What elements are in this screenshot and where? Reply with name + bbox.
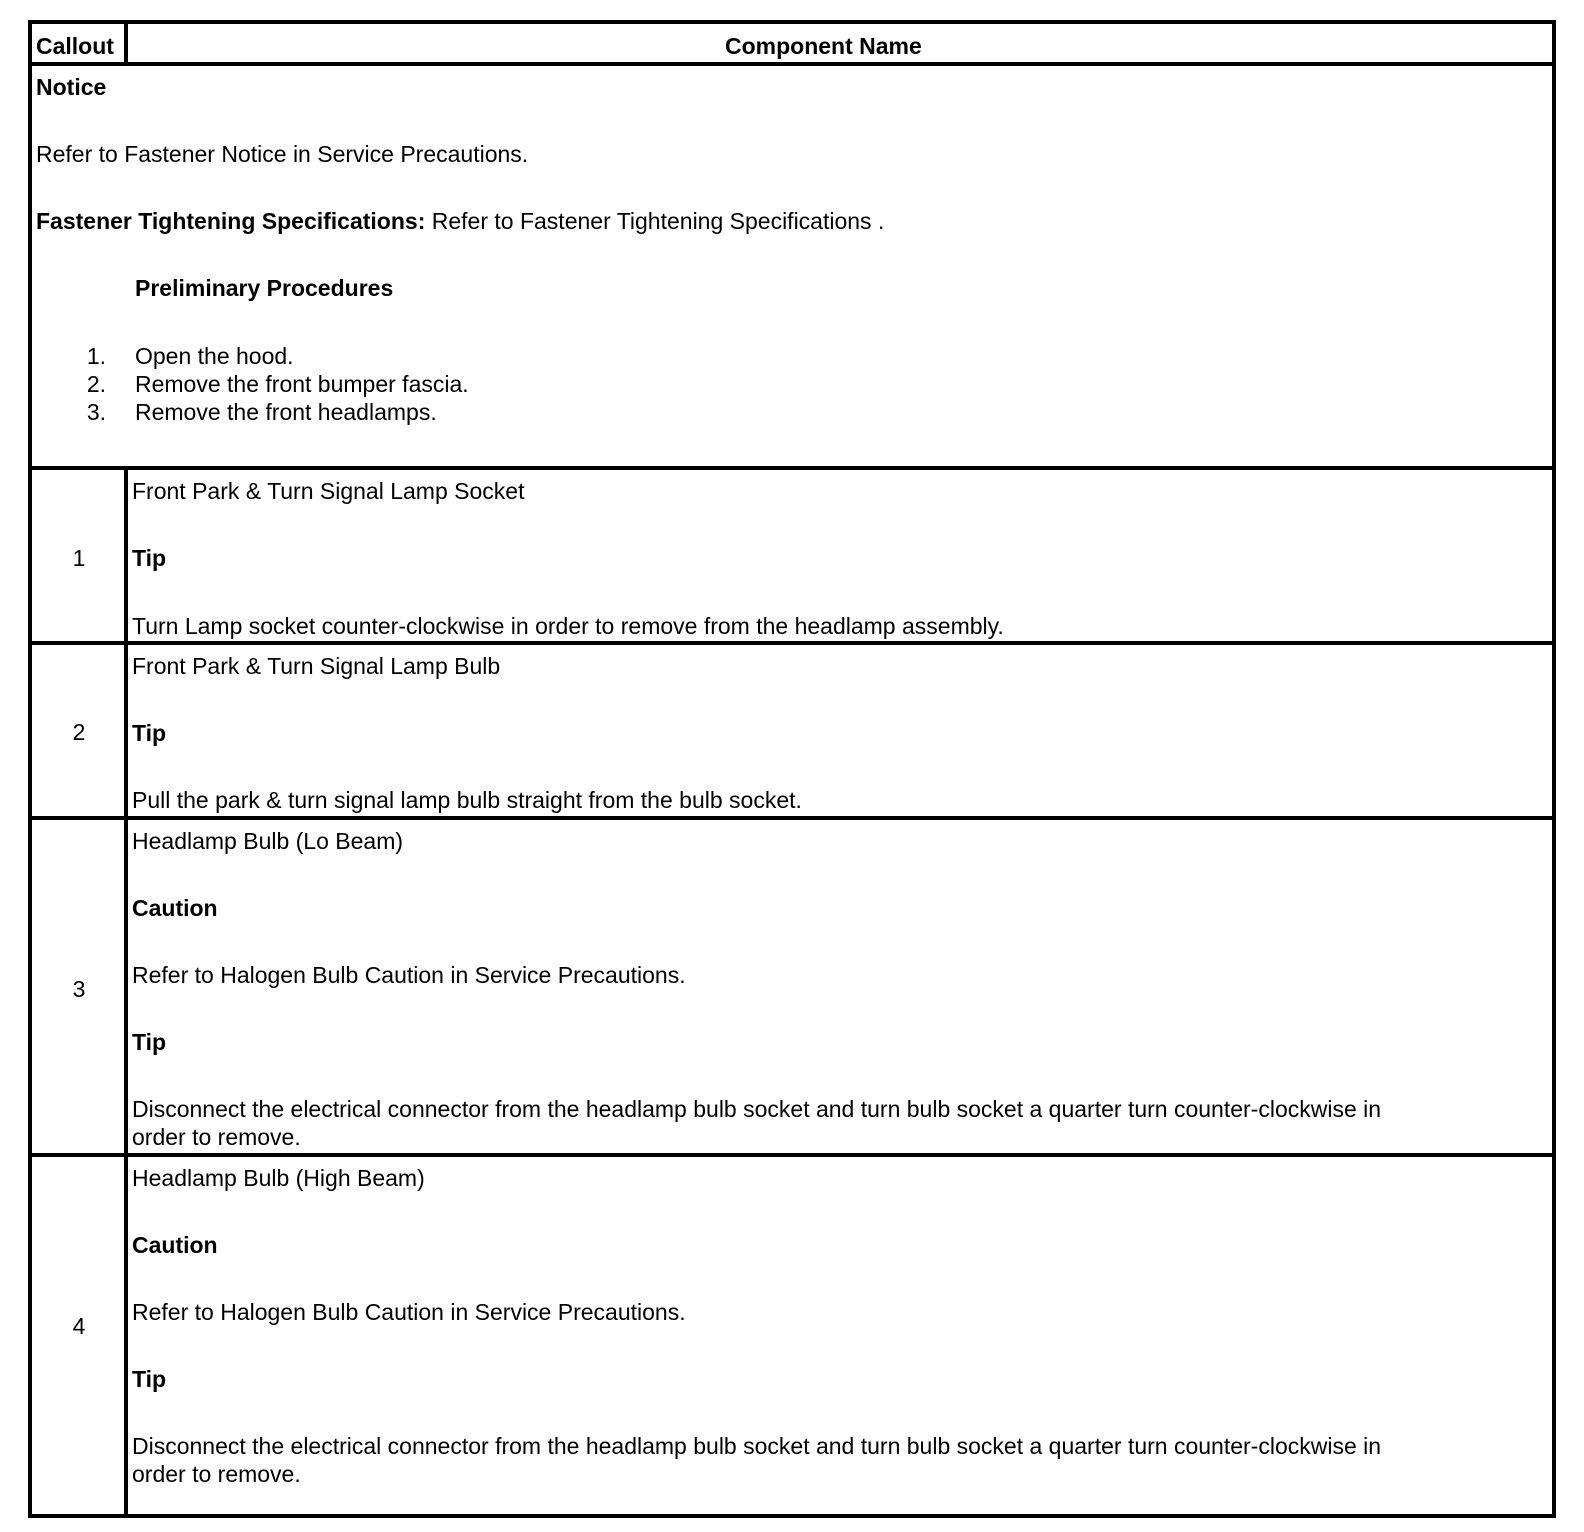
tip-label: Tip: [132, 720, 167, 746]
row-divider: [32, 1153, 1552, 1157]
caution-text: Refer to Halogen Bulb Caution in Service Precautions.: [132, 1299, 686, 1325]
tip-text: Turn Lamp socket counter-clockwise in order to remove from the headlamp assembly.: [132, 613, 1004, 639]
caution-text: Refer to Halogen Bulb Caution in Service Precautions.: [132, 962, 686, 988]
component-name: Front Park & Turn Signal Lamp Bulb: [132, 653, 501, 679]
component-name: Headlamp Bulb (High Beam): [132, 1165, 425, 1191]
notice-text: Refer to Fastener Notice in Service Precautions.: [36, 141, 529, 167]
tip-text-line-1: Disconnect the electrical connector from the headlamp bulb socket and turn bulb socket a quarter turn counter-clockwise in: [132, 1433, 1382, 1459]
header-divider: [124, 24, 128, 62]
callout-number: 4: [72, 1313, 86, 1339]
prelim-step-number: 3.: [86, 399, 106, 425]
component-name: Front Park & Turn Signal Lamp Socket: [132, 478, 525, 504]
fastener-spec-line: [36, 207, 884, 235]
prelim-step-text: Open the hood.: [135, 343, 294, 369]
callout-number: 1: [72, 545, 86, 571]
header-bottom-rule: [32, 62, 1552, 66]
fastener-spec-text: Refer to Fastener Tightening Specifications .: [425, 208, 885, 234]
notice-bottom-rule: [32, 466, 1552, 470]
component-table: [28, 20, 1556, 1518]
tip-label: Tip: [132, 1366, 167, 1392]
header-component-name: Component Name: [725, 33, 922, 59]
prelim-step-number: 1.: [86, 343, 106, 369]
notice-heading: Notice: [36, 74, 107, 100]
fastener-spec-label: Fastener Tightening Specifications:: [36, 208, 426, 234]
prelim-step-text: Remove the front headlamps.: [135, 399, 437, 425]
tip-label: Tip: [132, 545, 167, 571]
component-name: Headlamp Bulb (Lo Beam): [132, 828, 404, 854]
row-divider: [32, 816, 1552, 820]
caution-label: Caution: [132, 895, 218, 921]
preliminary-procedures-heading: Preliminary Procedures: [135, 275, 394, 301]
header-callout: Callout: [36, 33, 114, 59]
tip-text-line-2: order to remove.: [132, 1461, 301, 1487]
tip-text: Pull the park & turn signal lamp bulb straight from the bulb socket.: [132, 787, 802, 813]
tip-text-line-2: order to remove.: [132, 1124, 301, 1150]
callout-number: 3: [72, 976, 86, 1002]
caution-label: Caution: [132, 1232, 218, 1258]
prelim-step-number: 2.: [86, 371, 106, 397]
row-divider: [32, 641, 1552, 645]
tip-label: Tip: [132, 1029, 167, 1055]
callout-number: 2: [72, 719, 86, 745]
prelim-step-text: Remove the front bumper fascia.: [135, 371, 469, 397]
tip-text-line-1: Disconnect the electrical connector from the headlamp bulb socket and turn bulb socket a quarter turn counter-clockwise in: [132, 1096, 1382, 1122]
